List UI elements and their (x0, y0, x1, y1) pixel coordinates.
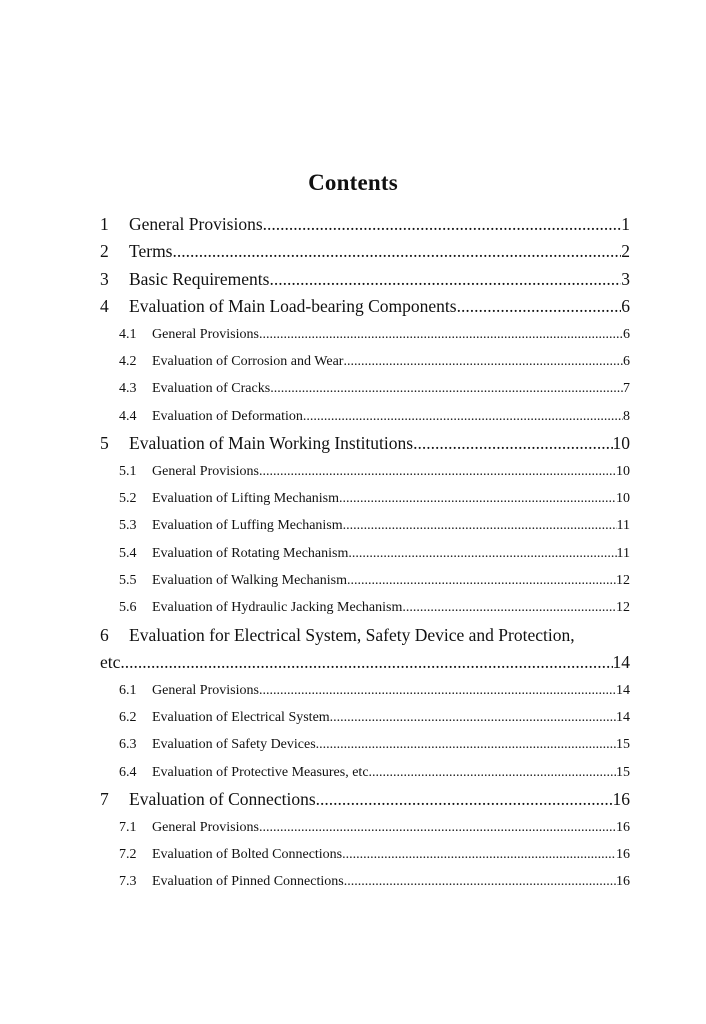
dot-leader (259, 677, 616, 704)
toc-page-number: 15 (616, 737, 630, 753)
toc-title-continued: etc (100, 652, 121, 673)
toc-page-number: 16 (612, 789, 630, 810)
toc-title: Evaluation of Walking Mechanism (152, 573, 347, 589)
toc-number: 7.2 (119, 846, 137, 862)
dot-leader (120, 649, 612, 676)
toc-number: 2 (100, 241, 109, 262)
toc-number: 5 (100, 433, 109, 454)
toc-page-number: 12 (616, 600, 630, 616)
toc-entry-chapter-3[interactable] (100, 266, 630, 293)
dot-leader (457, 293, 622, 320)
dot-leader (259, 814, 616, 841)
toc-title: Evaluation of Deformation (152, 408, 303, 424)
toc-page-number: 16 (616, 819, 630, 835)
toc-title: Evaluation of Corrosion and Wear (152, 353, 344, 369)
toc-title: Evaluation of Pinned Connections (152, 874, 344, 890)
toc-number: 5.5 (119, 573, 137, 589)
page-title: Contents (308, 170, 398, 195)
toc-number: 4.4 (119, 408, 137, 424)
toc-title: General Provisions (152, 682, 259, 698)
dot-leader (413, 430, 612, 457)
toc-number: 4.3 (119, 381, 137, 397)
toc-entry-section-5-5[interactable] (100, 567, 630, 594)
toc-title: Evaluation of Rotating Mechanism (152, 545, 349, 561)
toc-entry-section-6-2[interactable] (100, 704, 630, 731)
toc-page-number: 6 (623, 353, 630, 369)
toc-number: 4 (100, 296, 109, 317)
dot-leader (343, 512, 617, 539)
dot-leader (269, 266, 621, 293)
dot-leader (342, 841, 616, 868)
dot-leader (330, 704, 616, 731)
toc-number: 7.3 (119, 874, 137, 890)
toc-number: 1 (100, 214, 109, 234)
toc-entry-section-5-2[interactable] (100, 485, 630, 512)
toc-title: Evaluation of Luffing Mechanism (152, 518, 343, 534)
toc-title: General Provisions (152, 463, 259, 479)
toc-entry-section-6-3[interactable] (100, 731, 630, 758)
toc-title: Evaluation of Bolted Connections (152, 846, 343, 862)
toc-entry-section-6-4[interactable] (100, 759, 630, 786)
toc-title: General Provisions (152, 326, 259, 342)
dot-leader (316, 786, 613, 813)
toc-title: Evaluation of Lifting Mechanism (152, 490, 340, 506)
toc-page-number: 7 (623, 381, 630, 397)
toc-page-number: 6 (621, 296, 630, 317)
toc-number: 6.2 (119, 710, 137, 726)
toc-entry-chapter-6[interactable] (100, 622, 630, 649)
toc-title: Terms (129, 241, 173, 262)
toc-number: 6 (100, 624, 109, 645)
toc-entry-section-7-3[interactable] (100, 868, 630, 895)
toc-page-number: 16 (616, 874, 630, 890)
toc-entry-section-5-1[interactable] (100, 458, 630, 485)
toc-title: Evaluation of Protective Measures, etc (152, 764, 369, 780)
toc-page-number: 2 (621, 241, 630, 262)
toc-entry-section-7-2[interactable] (100, 841, 630, 868)
toc-number: 5.3 (119, 518, 137, 534)
dot-leader (259, 458, 616, 485)
toc-page-number: 14 (612, 652, 630, 673)
toc-number: 5.6 (119, 600, 137, 616)
toc-page-number: 14 (616, 710, 630, 726)
toc-page-number: 14 (616, 682, 630, 698)
dot-leader (270, 375, 623, 402)
toc-entry-section-4-1[interactable] (100, 321, 630, 348)
toc-number: 4.2 (119, 353, 137, 369)
toc-title: General Provisions (152, 819, 259, 835)
toc-title: General Provisions (129, 214, 263, 234)
toc-entry-section-7-1[interactable] (100, 814, 630, 841)
toc-number: 5.2 (119, 490, 137, 506)
toc-page-number: 1 (621, 214, 630, 234)
toc-page-number: 10 (616, 490, 630, 506)
toc-number: 6.3 (119, 737, 137, 753)
toc-title: Basic Requirements (129, 268, 270, 289)
toc-number: 5.1 (119, 463, 137, 479)
dot-leader (344, 868, 616, 895)
toc-page-number: 15 (616, 764, 630, 780)
toc-title: Evaluation of Cracks (152, 381, 271, 397)
toc-number: 7.1 (119, 819, 137, 835)
dot-leader (347, 567, 616, 594)
toc-entry-section-5-4[interactable] (100, 540, 630, 567)
toc-entry-chapter-5[interactable] (100, 430, 630, 457)
toc-title: Evaluation of Electrical System (152, 710, 330, 726)
toc-title: Evaluation of Safety Devices (152, 737, 316, 753)
toc-entry-chapter-7[interactable] (100, 786, 630, 813)
toc-title: Evaluation for Electrical System, Safety Device and Protection, (129, 624, 575, 645)
toc-page-number: 11 (616, 545, 630, 561)
dot-leader (339, 485, 616, 512)
toc-entry-chapter-1[interactable] (100, 211, 630, 238)
dot-leader (316, 731, 616, 758)
toc-page-number: 12 (616, 573, 630, 589)
dot-leader (343, 348, 623, 375)
dot-leader (173, 238, 622, 265)
toc-title: Evaluation of Main Load-bearing Components (129, 296, 457, 317)
toc-entry-chapter-2[interactable] (100, 238, 630, 265)
toc-entry-chapter-6-continued[interactable] (100, 649, 630, 676)
toc-title: Evaluation of Connections (129, 789, 316, 810)
dot-leader (402, 594, 616, 621)
toc-page-number: 8 (623, 408, 630, 424)
dot-leader (259, 321, 623, 348)
toc-title: Evaluation of Hydraulic Jacking Mechanism (152, 600, 403, 616)
toc-entry-section-4-3[interactable] (100, 375, 630, 402)
toc-entry-chapter-4[interactable] (100, 293, 630, 320)
toc-number: 3 (100, 268, 109, 289)
toc-number: 5.4 (119, 545, 137, 561)
dot-leader (303, 403, 623, 430)
toc-page-number: 10 (616, 463, 630, 479)
toc-page-number: 10 (612, 433, 630, 454)
toc-page-number: 3 (621, 268, 630, 289)
toc-entry-section-5-3[interactable] (100, 512, 630, 539)
toc-number: 4.1 (119, 326, 137, 342)
toc-entry-section-4-4[interactable] (100, 403, 630, 430)
toc-entry-section-4-2[interactable] (100, 348, 630, 375)
toc-number: 7 (100, 789, 109, 810)
dot-leader (263, 211, 622, 238)
toc-number: 6.1 (119, 682, 137, 698)
dot-leader (369, 759, 616, 786)
toc-entry-section-6-1[interactable] (100, 677, 630, 704)
toc-number: 6.4 (119, 764, 137, 780)
toc-page-number: 6 (623, 326, 630, 342)
toc-page-number: 16 (616, 846, 630, 862)
toc-entry-section-5-6[interactable] (100, 594, 630, 621)
table-of-contents (100, 211, 630, 896)
toc-page-number: 11 (616, 518, 630, 534)
toc-title: Evaluation of Main Working Institutions (129, 433, 414, 454)
dot-leader (348, 540, 616, 567)
